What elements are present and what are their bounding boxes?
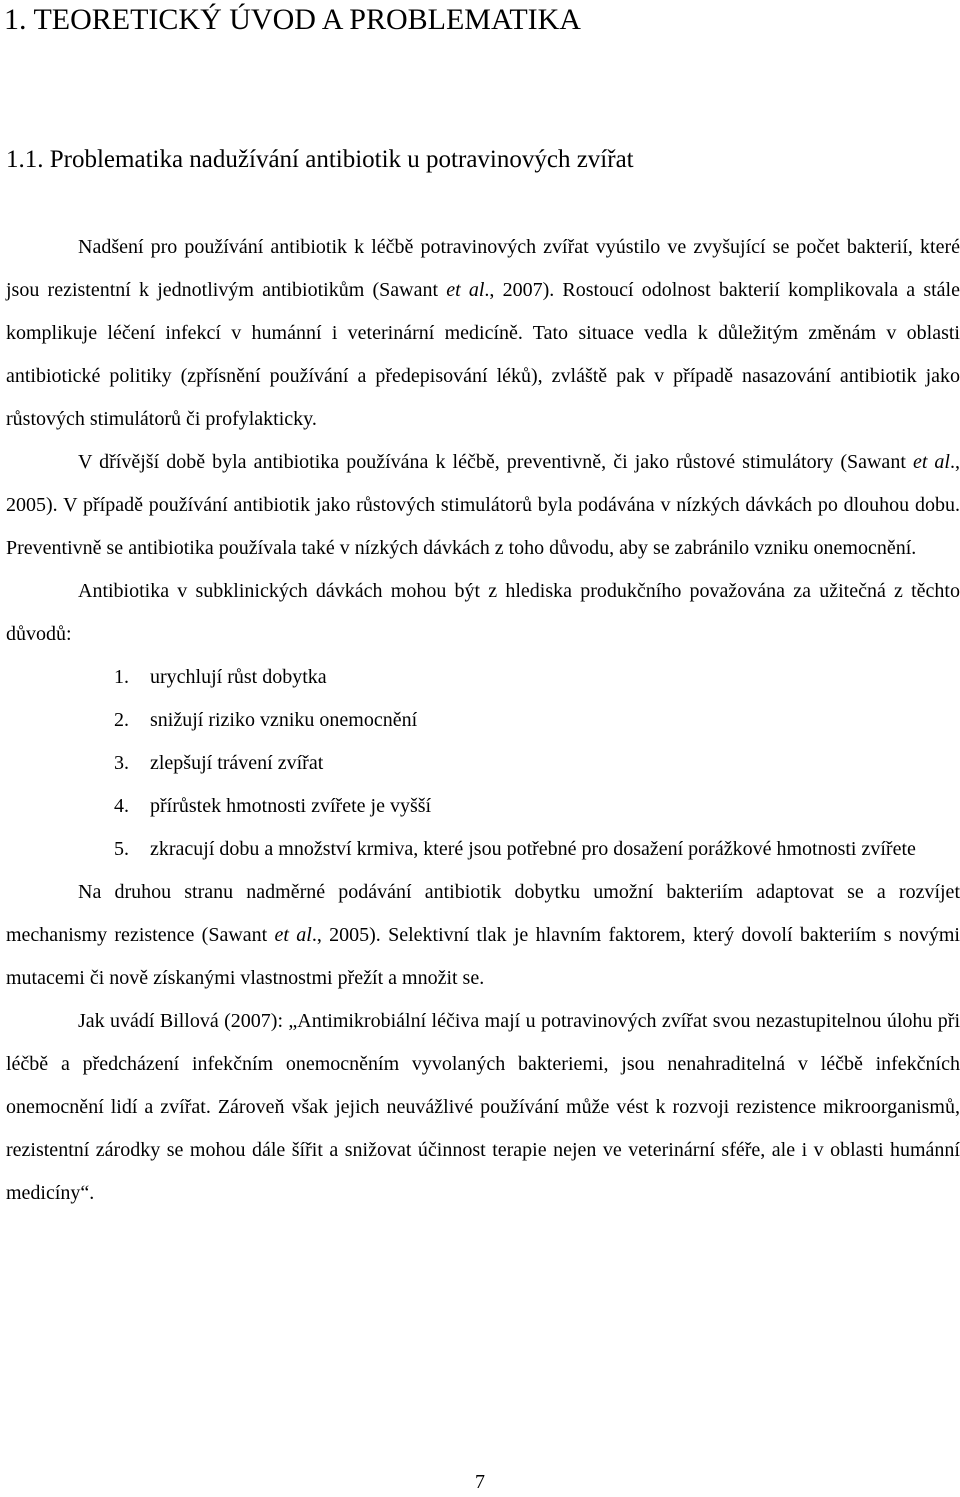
list-item: 3. zlepšují trávení zvířat	[114, 752, 324, 774]
reasons-list	[6, 656, 960, 871]
citation-et-al: et al	[274, 924, 312, 946]
chapter-heading: 1. TEORETICKÝ ÚVOD A PROBLEMATIKA	[4, 3, 581, 36]
list-item: 5. zkracují dobu a množství krmiva, které jsou potřebné pro dosažení porážkové hmotnosti zvířete	[114, 838, 916, 860]
citation-et-al: et al	[912, 451, 950, 473]
paragraph-4: Na druhou stranu nadměrné podávání antibiotik dobytku umožní bakteriím adaptovat se a rozvíjet mechanismy rezistence (Sawant et al., 2005). Selektivní tlak je hlavním faktorem, který dovolí bakteriím s novými mutacemi či nově získanými vlastnostmi přežít a množit se.	[6, 881, 960, 989]
paragraph-3: Antibiotika v subklinických dávkách mohou být z hlediska produkčního považována za užitečná z těchto důvodů:	[6, 580, 960, 645]
page-number: 7	[475, 1471, 485, 1493]
body-text	[6, 226, 960, 1215]
list-item: 2. snižují riziko vzniku onemocnění	[114, 709, 418, 731]
list-item: 4. přírůstek hmotnosti zvířete je vyšší	[114, 795, 432, 817]
paragraph-5: Jak uvádí Billová (2007): „Antimikrobiální léčiva mají u potravinových zvířat svou nezastupitelnou úlohu při léčbě a předcházení infekčním onemocněním vyvolaných bakteriemi, jsou nenahraditelná v léčbě infekčních onemocnění lidí a zvířat. Zároveň však jejich neuvážlivé používání může vést k rozvoji rezistence mikroorganismů, rezistentní zárodky se mohou dále šířit a snižovat účinnost terapie nejen ve veterinární sféře, ale i v oblasti humánní medicíny“.	[6, 1010, 960, 1204]
list-item: 1. urychlují růst dobytka	[114, 666, 327, 688]
section-heading: 1.1. Problematika nadužívání antibiotik u potravinových zvířat	[6, 146, 634, 173]
citation-et-al: et al	[446, 279, 485, 301]
paragraph-1: Nadšení pro používání antibiotik k léčbě potravinových zvířat vyústilo ve zvyšující se počet bakterií, které jsou rezistentní k jednotlivým antibiotikům (Sawant et al., 2007). Rostoucí odolnost bakterií komplikovala a stále komplikuje léčení infekcí v humánní i veterinární medicíně. Tato situace vedla k důležitým změnám v oblasti antibiotické politiky (zpřísnění používání a předepisování léků), zvláště pak v případě nasazování antibiotik jako růstových stimulátorů či profylakticky.	[6, 236, 960, 430]
paragraph-2: V dřívější době byla antibiotika používána k léčbě, preventivně, či jako růstové stimulátory (Sawant et al., 2005). V případě používání antibiotik jako růstových stimulátorů byla podávána v nízkých dávkách po dlouhou dobu. Preventivně se antibiotika používala také v nízkých dávkách z toho důvodu, aby se zabránilo vzniku onemocnění.	[6, 451, 960, 559]
